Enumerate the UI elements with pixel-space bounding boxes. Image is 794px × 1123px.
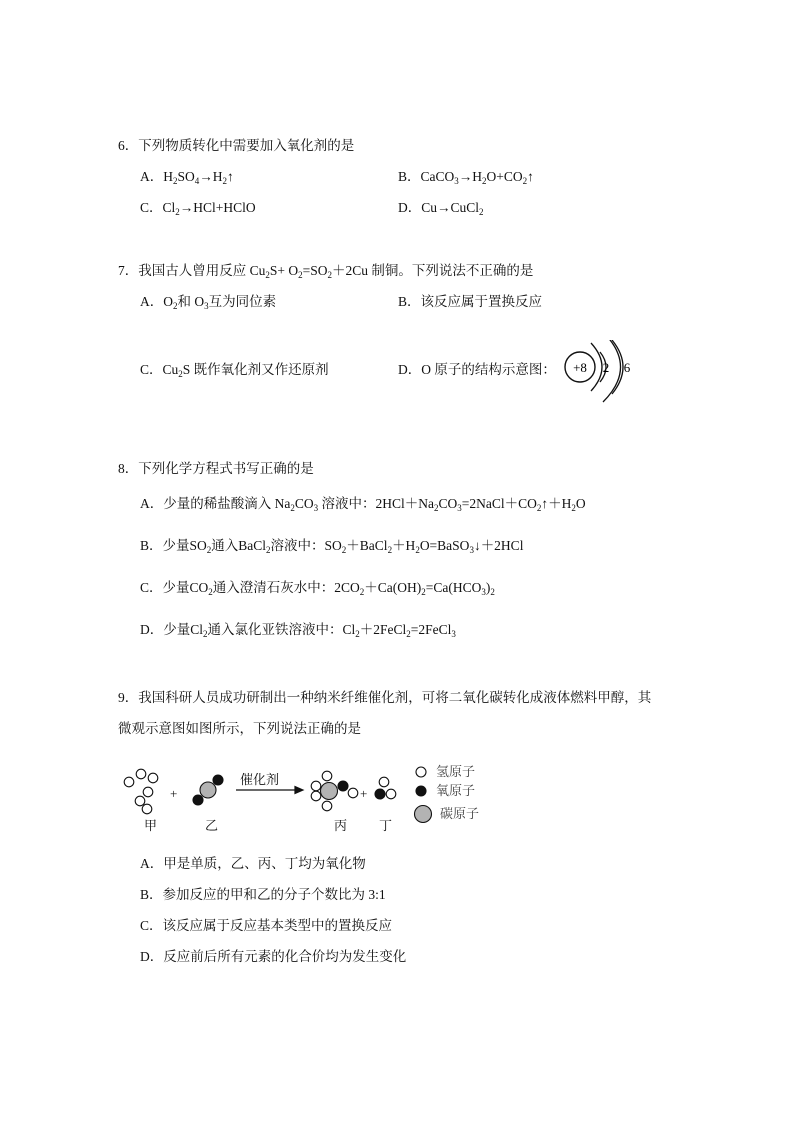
- label-jia: 甲: [144, 818, 158, 833]
- q6-option-c: C．$Cl_2\to HCl+HClO$: [140, 200, 256, 217]
- q7-option-d: D．O 原子的结构示意图：: [398, 362, 556, 377]
- q7-stem: 7．我国古人曾用反应 $Cu_2S+ O_2=SO_2+2Cu$ 制铜。下列说法不正确的是: [118, 263, 534, 280]
- q9-option-a: A．甲是单质，乙、丙、丁均为氧化物: [140, 856, 366, 871]
- q6-option-b: B．$CaCO_3\to H_2O+CO_2↑$: [398, 169, 534, 186]
- q9-option-d: D．反应前后所有元素的化合价均为发生变化: [140, 949, 407, 964]
- q6-option-a: A．$H_2SO_4\to H_2↑$: [140, 169, 234, 186]
- plus-sign-1: +: [170, 786, 178, 801]
- shell-2-electrons: 6: [623, 360, 631, 375]
- q8-option-a: A．少量的稀盐酸滴入 $Na_2CO_3$ 溶液中：$2HCl+Na_2CO_3=2NaCl+CO_2↑+H_2O$: [140, 496, 586, 513]
- label-yi: 乙: [205, 818, 219, 833]
- q8-option-d: D．少量$Cl_2$通入氯化亚铁溶液中：$Cl_2+2FeCl_2=2FeCl_3$: [140, 622, 456, 639]
- legend-carbon-circle: [415, 806, 432, 823]
- q8-stem: 8．下列化学方程式书写正确的是: [118, 461, 314, 476]
- catalyst-label: 催化剂: [240, 772, 280, 787]
- oxygen-atom-structure-diagram: [560, 340, 650, 404]
- legend-hydrogen-label: 氢原子: [436, 764, 476, 779]
- reactant-yi-co2-molecule: [193, 775, 223, 805]
- q9-stem-line1: 9．我国科研人员成功研制出一种纳米纤维催化剂，可将二氧化碳转化成液体燃料甲醇，其: [118, 690, 652, 705]
- q7-option-b: B．该反应属于置换反应: [398, 294, 543, 309]
- label-ding: 丁: [379, 818, 393, 833]
- q9-option-c: C．该反应属于反应基本类型中的置换反应: [140, 918, 393, 933]
- q9-stem-line2: 微观示意图如图所示，下列说法正确的是: [118, 721, 361, 736]
- label-bing: 丙: [334, 818, 348, 833]
- reaction-micro-diagram: [118, 760, 498, 838]
- q8-option-b: B．少量$SO_2$通入BaCl$_2$溶液中：$SO_2+BaCl_2+H_2O=BaSO_3↓+2HCl$: [140, 538, 524, 555]
- reactant-jia-hydrogen-molecules: [124, 769, 158, 814]
- q6-stem: 6．下列物质转化中需要加入氧化剂的是: [118, 138, 355, 153]
- reaction-arrow: [236, 787, 303, 794]
- legend-oxygen-circle: [416, 786, 426, 796]
- legend-oxygen-label: 氧原子: [436, 783, 476, 798]
- legend-hydrogen-circle: [416, 767, 426, 777]
- plus-sign-2: +: [360, 786, 368, 801]
- q7-option-a: A．$O_2$和 $O_3$互为同位素: [140, 294, 277, 311]
- q7-option-c: C．$Cu_2S$ 既作氧化剂又作还原剂: [140, 362, 329, 379]
- legend-carbon-label: 碳原子: [440, 806, 480, 821]
- nucleus-charge: +8: [573, 360, 587, 375]
- shell-1-electrons: 2: [602, 360, 610, 375]
- product-ding-water-molecule: [375, 777, 396, 799]
- q9-option-b: B．参加反应的甲和乙的分子个数比为 3:1: [140, 887, 386, 902]
- product-bing-methanol-molecule: [311, 771, 358, 811]
- q8-option-c: C．少量$CO_2$通入澄清石灰水中：$2CO_2+Ca(OH)_2=Ca(HCO_3)_2$: [140, 580, 495, 597]
- q6-option-d: D．Cu→CuCl$_2$: [398, 200, 484, 217]
